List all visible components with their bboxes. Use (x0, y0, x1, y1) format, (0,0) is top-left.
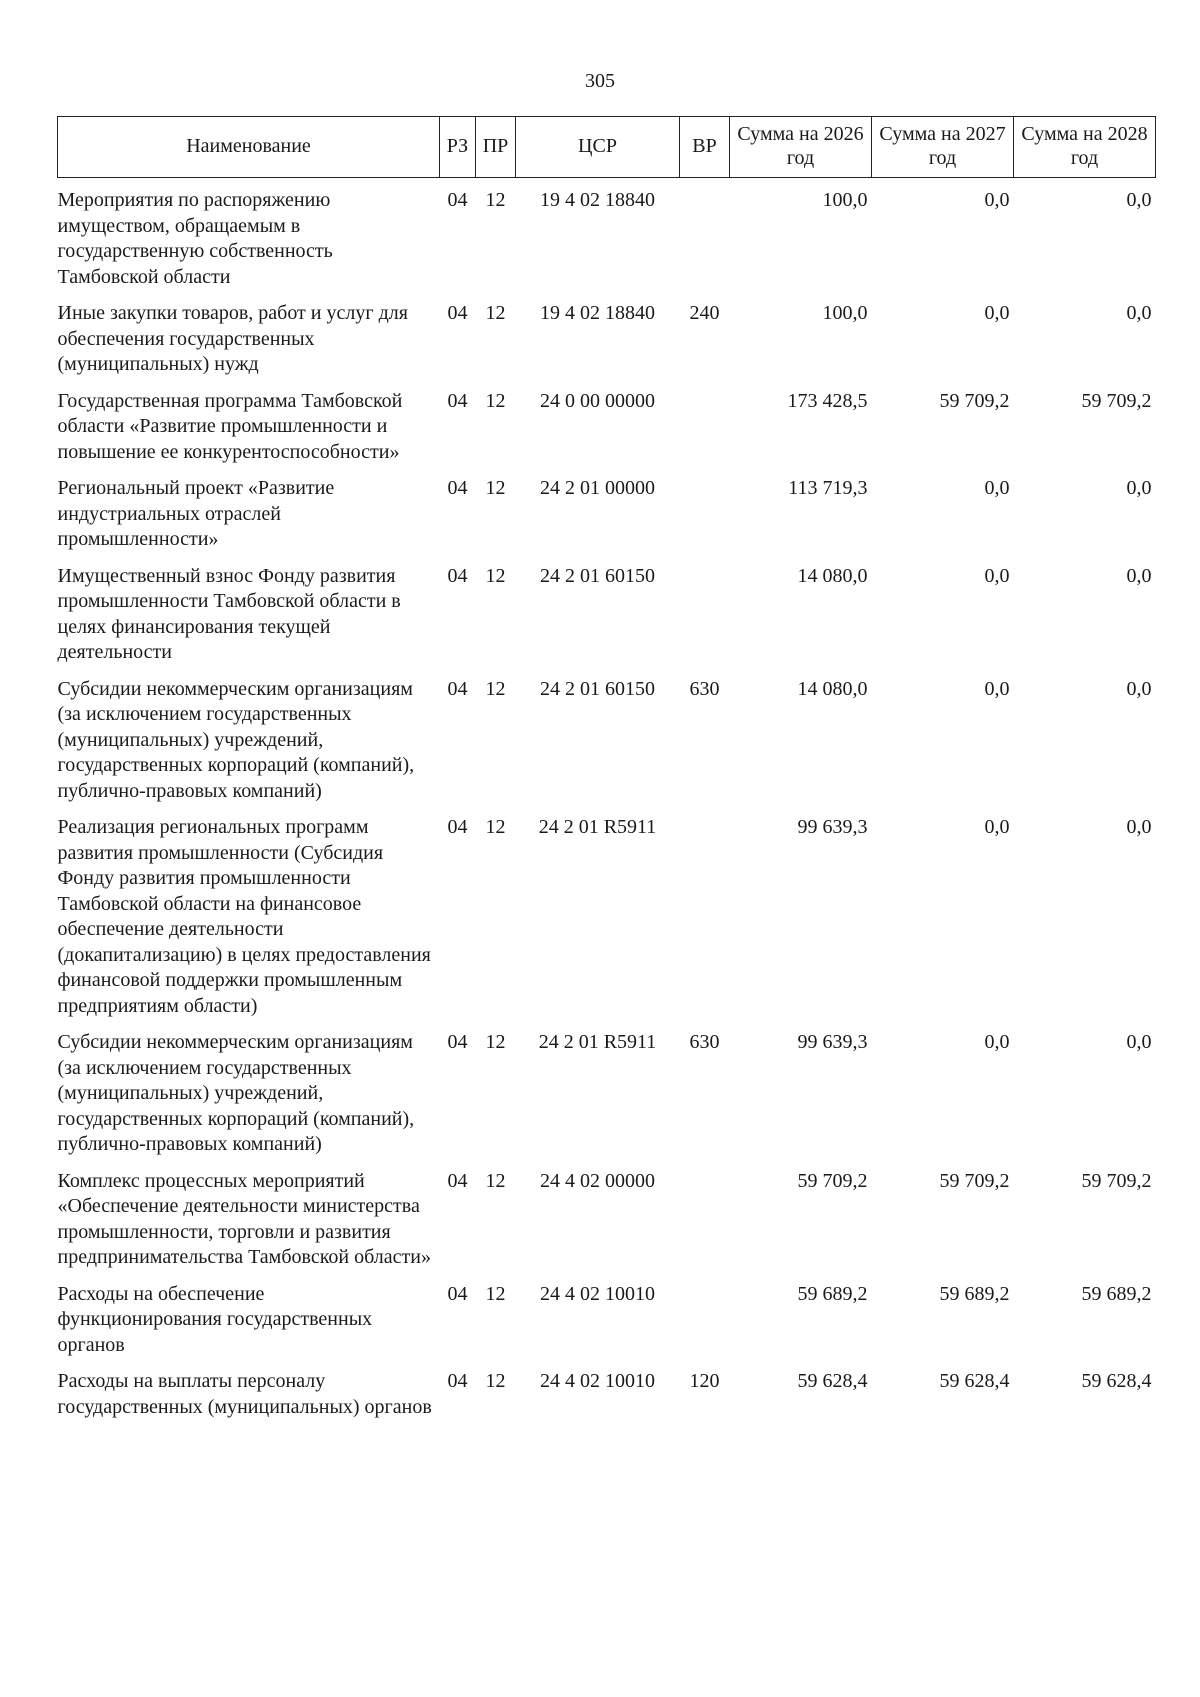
table-row (58, 1030, 1156, 1169)
cell-pr: 12 (485, 389, 506, 412)
header-rz: РЗ (440, 117, 476, 178)
table-row (58, 476, 1156, 564)
table-row (58, 677, 1156, 816)
cell-rz: 04 (447, 677, 468, 700)
header-vr: ВР (680, 117, 730, 178)
cell-pr: 12 (485, 1031, 506, 1053)
cell-sum-2028: 59 709,2 (1081, 389, 1152, 412)
cell-csr: 24 2 01 R5911 (538, 1031, 657, 1053)
table-row (58, 1369, 1156, 1431)
cell-vr (680, 564, 730, 677)
cell-name: Реализация региональных программ развития промышленности (Субсидия Фонду развития промышленности Тамбовской области на финансовое обеспечение деятельности (докапитализацию) в целях предоставления финансовой поддержки промышленным предприятиям области) (57, 816, 431, 1017)
cell-vr (680, 815, 730, 1030)
cell-csr: 24 2 01 R5911 (538, 816, 657, 838)
cell-sum-2026: 173 428,5 (787, 389, 868, 412)
cell-name: Иные закупки товаров, работ и услуг для обеспечения государственных (муниципальных) нужд (57, 302, 408, 375)
cell-sum-2027: 59 709,2 (939, 389, 1010, 412)
cell-sum-2027: 0,0 (984, 564, 1010, 587)
header-sum-2028: Сумма на 2028 год (1014, 117, 1156, 178)
cell-pr: 12 (485, 1282, 506, 1305)
cell-name: Расходы на обеспечение функционирования государственных органов (57, 1282, 373, 1356)
table-header (58, 117, 1156, 178)
cell-vr (680, 1169, 730, 1282)
table-row (58, 564, 1156, 677)
cell-name: Имущественный взнос Фонду развития промышленности Тамбовской области в целях финансирования текущей деятельности (57, 564, 401, 663)
cell-csr: 24 0 00 00000 (540, 389, 655, 412)
cell-rz: 04 (447, 1282, 468, 1305)
cell-name: Государственная программа Тамбовской области «Развитие промышленности и повышение ее конкурентоспособности» (57, 389, 403, 463)
cell-sum-2026: 14 080,0 (797, 677, 868, 700)
cell-sum-2026: 14 080,0 (797, 564, 868, 587)
cell-csr: 24 2 01 60150 (540, 564, 655, 587)
cell-pr: 12 (485, 189, 506, 211)
cell-sum-2026: 59 709,2 (797, 1169, 868, 1192)
cell-name: Субсидии некоммерческим организациям (за исключением государственных (муниципальных) учреждений, государственных корпораций (компаний), публично-правовых компаний) (57, 677, 415, 802)
cell-csr: 19 4 02 18840 (540, 302, 655, 324)
cell-sum-2027: 59 628,4 (939, 1370, 1010, 1392)
cell-sum-2026: 99 639,3 (797, 1031, 868, 1053)
cell-rz: 04 (447, 477, 468, 499)
table-row (58, 389, 1156, 477)
header-sum-2027: Сумма на 2027 год (872, 117, 1014, 178)
cell-csr: 24 4 02 10010 (540, 1370, 655, 1392)
cell-csr: 19 4 02 18840 (540, 189, 655, 211)
cell-sum-2026: 100,0 (822, 302, 868, 324)
cell-sum-2026: 59 628,4 (797, 1370, 868, 1392)
cell-sum-2027: 0,0 (984, 1031, 1010, 1053)
cell-rz: 04 (447, 1370, 468, 1392)
cell-vr (680, 1282, 730, 1370)
table-row (58, 1282, 1156, 1370)
table-row (58, 815, 1156, 1030)
cell-sum-2028: 59 628,4 (1081, 1370, 1152, 1392)
cell-sum-2028: 0,0 (1126, 302, 1152, 324)
cell-vr (680, 389, 730, 477)
table-row (58, 178, 1156, 302)
cell-sum-2027: 0,0 (984, 477, 1010, 499)
cell-sum-2027: 59 689,2 (939, 1282, 1010, 1305)
cell-vr (680, 178, 730, 302)
table-row (58, 1169, 1156, 1282)
cell-sum-2026: 59 689,2 (797, 1282, 868, 1305)
cell-pr: 12 (485, 477, 506, 499)
cell-sum-2026: 100,0 (822, 189, 868, 211)
cell-rz: 04 (447, 302, 468, 324)
header-sum-2026: Сумма на 2026 год (730, 117, 872, 178)
cell-pr: 12 (485, 677, 506, 700)
budget-table (57, 116, 1156, 1431)
cell-vr: 240 (689, 302, 720, 324)
cell-name: Субсидии некоммерческим организациям (за исключением государственных (муниципальных) учреждений, государственных корпораций (компаний), публично-правовых компаний) (57, 1031, 415, 1155)
cell-name: Региональный проект «Развитие индустриальных отраслей промышленности» (57, 477, 335, 550)
cell-rz: 04 (447, 1169, 468, 1192)
cell-sum-2028: 0,0 (1126, 477, 1152, 499)
cell-vr: 630 (689, 677, 720, 700)
cell-sum-2028: 59 689,2 (1081, 1282, 1152, 1305)
cell-sum-2027: 0,0 (984, 302, 1010, 324)
cell-sum-2028: 59 709,2 (1081, 1169, 1152, 1192)
budget-table-container (57, 116, 1155, 1431)
cell-pr: 12 (485, 816, 506, 838)
header-name: Наименование (58, 117, 440, 178)
table-row (58, 301, 1156, 389)
cell-sum-2028: 0,0 (1126, 1031, 1152, 1053)
cell-pr: 12 (485, 302, 506, 324)
cell-csr: 24 2 01 60150 (540, 677, 655, 700)
cell-pr: 12 (485, 564, 506, 587)
cell-rz: 04 (447, 389, 468, 412)
cell-csr: 24 2 01 00000 (540, 477, 655, 499)
cell-vr (680, 476, 730, 564)
cell-sum-2026: 113 719,3 (788, 477, 868, 499)
cell-sum-2027: 0,0 (984, 677, 1010, 700)
cell-name: Мероприятия по распоряжению имуществом, обращаемым в государственную собственность Тамбовской области (57, 189, 333, 288)
cell-sum-2027: 59 709,2 (939, 1169, 1010, 1192)
cell-sum-2026: 99 639,3 (797, 816, 868, 838)
cell-rz: 04 (447, 1031, 468, 1053)
cell-csr: 24 4 02 00000 (540, 1169, 655, 1192)
cell-pr: 12 (485, 1370, 506, 1392)
cell-sum-2027: 0,0 (984, 816, 1010, 838)
cell-name: Расходы на выплаты персоналу государственных (муниципальных) органов (57, 1370, 432, 1418)
cell-sum-2027: 0,0 (984, 189, 1010, 211)
cell-sum-2028: 0,0 (1126, 677, 1152, 700)
page-number: 305 (585, 70, 615, 92)
cell-name: Комплекс процессных мероприятий «Обеспечение деятельности министерства промышленности, торговли и развития предпринимательства Тамбовской области» (57, 1169, 431, 1268)
cell-csr: 24 4 02 10010 (540, 1282, 655, 1305)
header-csr: ЦСР (516, 117, 680, 178)
cell-rz: 04 (447, 189, 468, 211)
cell-rz: 04 (447, 816, 468, 838)
cell-sum-2028: 0,0 (1126, 816, 1152, 838)
cell-sum-2028: 0,0 (1126, 189, 1152, 211)
cell-rz: 04 (447, 564, 468, 587)
header-pr: ПР (476, 117, 516, 178)
header-row (58, 117, 1156, 178)
cell-vr: 630 (689, 1031, 720, 1053)
cell-vr: 120 (689, 1370, 720, 1392)
cell-pr: 12 (485, 1169, 506, 1192)
table-body (58, 178, 1156, 1432)
cell-sum-2028: 0,0 (1126, 564, 1152, 587)
